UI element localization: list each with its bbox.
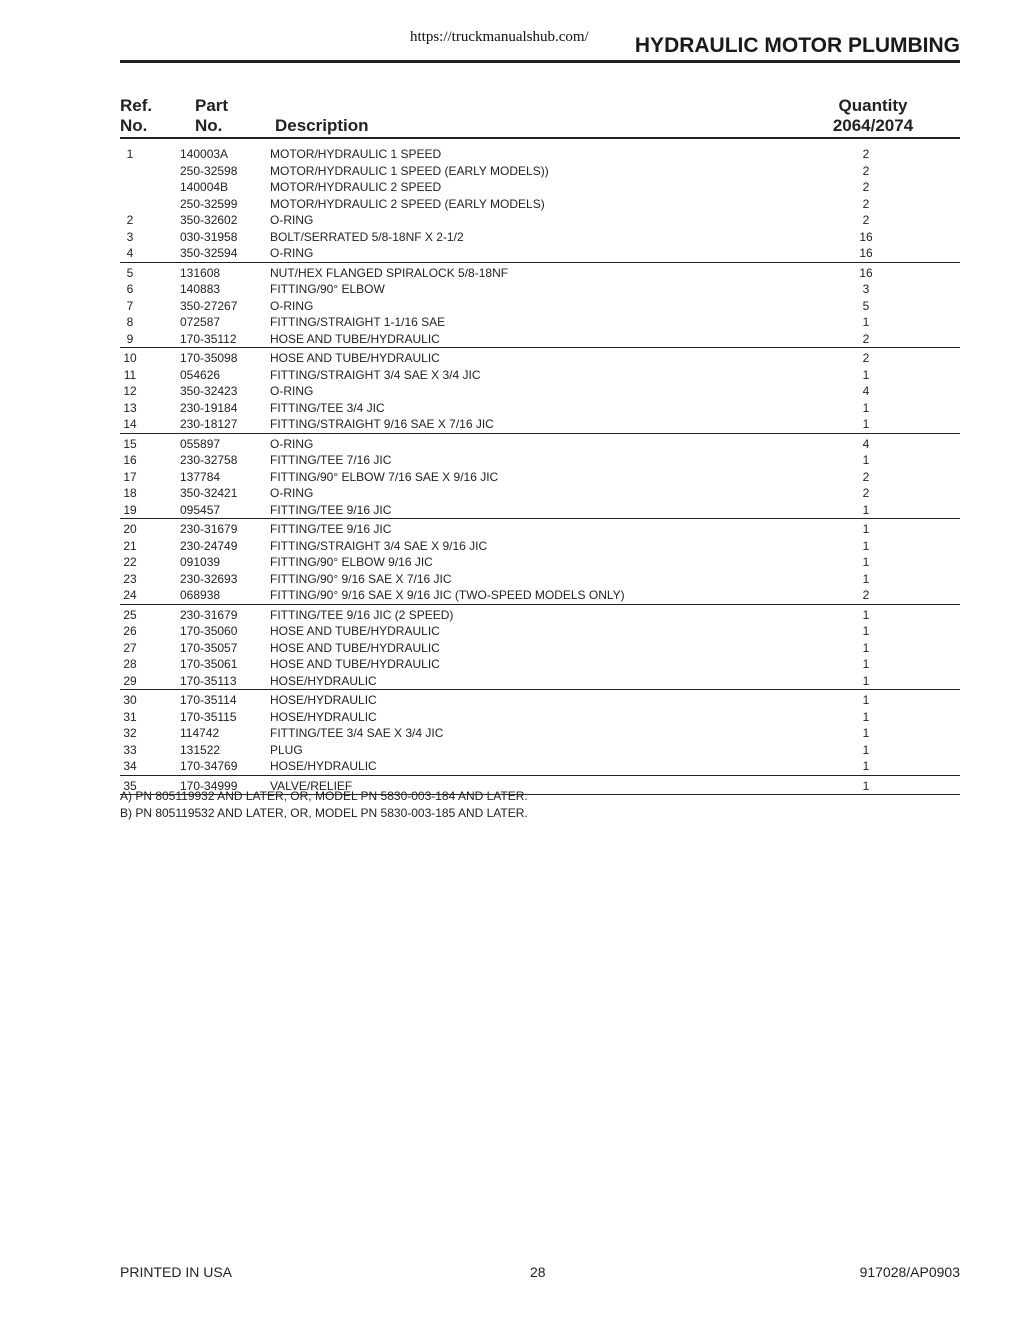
table-row bbox=[120, 196, 960, 213]
ref-cell: 6 bbox=[126, 282, 134, 296]
column-header-ref-line2: No. bbox=[120, 116, 148, 135]
description-cell: FITTING/TEE 3/4 SAE X 3/4 JIC bbox=[270, 726, 444, 740]
table-row bbox=[120, 521, 960, 538]
table-row bbox=[120, 623, 960, 640]
column-header-quantity-line2: 2064/2074 bbox=[832, 116, 914, 135]
column-header-part-line2: No. bbox=[195, 116, 223, 135]
quantity-cell: 1 bbox=[862, 640, 870, 655]
table-row bbox=[120, 673, 960, 691]
description-cell: HOSE AND TUBE/HYDRAULIC bbox=[270, 624, 440, 638]
table-row bbox=[120, 452, 960, 469]
ref-cell: 9 bbox=[126, 331, 134, 346]
part-number-cell: 170-35098 bbox=[180, 351, 238, 365]
ref-cell: 3 bbox=[126, 229, 134, 244]
quantity-cell: 1 bbox=[862, 367, 870, 382]
table-row bbox=[120, 571, 960, 588]
quantity-cell: 16 bbox=[859, 229, 873, 244]
quantity-cell: 2 bbox=[862, 486, 870, 500]
description-cell: MOTOR/HYDRAULIC 2 SPEED bbox=[270, 180, 442, 194]
description-cell: HOSE AND TUBE/HYDRAULIC bbox=[270, 657, 440, 671]
description-cell: MOTOR/HYDRAULIC 2 SPEED (EARLY MODELS) bbox=[270, 196, 545, 211]
description-cell: O-RING bbox=[270, 384, 314, 398]
quantity-cell: 1 bbox=[862, 693, 870, 707]
table-row bbox=[120, 212, 960, 229]
description-cell: MOTOR/HYDRAULIC 1 SPEED bbox=[270, 147, 442, 161]
table-row bbox=[120, 725, 960, 742]
description-cell: HOSE AND TUBE/HYDRAULIC bbox=[270, 351, 440, 365]
part-number-cell: 170-35115 bbox=[180, 709, 237, 724]
ref-cell: 27 bbox=[123, 640, 137, 655]
table-row bbox=[120, 163, 960, 180]
part-number-cell: 230-31679 bbox=[180, 522, 238, 536]
table-row bbox=[120, 607, 960, 624]
ref-cell: 23 bbox=[123, 571, 137, 586]
table-row bbox=[120, 265, 960, 282]
part-number-cell: 230-24749 bbox=[180, 538, 238, 553]
quantity-cell: 2 bbox=[862, 180, 870, 194]
part-number-cell: 170-35112 bbox=[180, 331, 237, 346]
ref-cell: 5 bbox=[126, 265, 134, 280]
table-row bbox=[120, 179, 960, 196]
part-number-cell: 170-34999 bbox=[180, 778, 238, 793]
description-cell: O-RING bbox=[270, 436, 314, 451]
quantity-cell: 4 bbox=[862, 436, 870, 451]
quantity-cell: 1 bbox=[862, 709, 870, 724]
quantity-cell: 16 bbox=[859, 265, 873, 280]
ref-cell: 18 bbox=[123, 486, 137, 500]
table-row bbox=[120, 502, 960, 520]
description-cell: BOLT/SERRATED 5/8-18NF X 2-1/2 bbox=[270, 229, 464, 244]
ref-cell: 35 bbox=[123, 778, 137, 793]
footnotes bbox=[120, 788, 528, 822]
part-number-cell: 250-32598 bbox=[180, 163, 238, 178]
quantity-cell: 2 bbox=[862, 331, 870, 346]
table-row bbox=[120, 245, 960, 263]
part-number-cell: 250-32599 bbox=[180, 196, 238, 211]
quantity-cell: 1 bbox=[862, 726, 870, 740]
ref-cell: 29 bbox=[123, 673, 137, 688]
column-header-ref-line1: Ref. bbox=[120, 96, 153, 115]
ref-cell: 14 bbox=[123, 417, 137, 431]
description-cell: FITTING/TEE 9/16 JIC bbox=[270, 522, 392, 536]
table-row bbox=[120, 587, 960, 605]
part-number-cell: 131522 bbox=[180, 742, 221, 757]
part-number-cell: 114742 bbox=[180, 726, 220, 740]
description-cell: FITTING/TEE 9/16 JIC bbox=[270, 502, 392, 517]
description-cell: HOSE/HYDRAULIC bbox=[270, 693, 377, 707]
part-number-cell: 068938 bbox=[180, 588, 221, 602]
table-row bbox=[120, 314, 960, 331]
part-number-cell: 170-35113 bbox=[180, 673, 237, 688]
footnote-a: A) PN 805119932 AND LATER, OR, MODEL PN 5830-003-184 AND LATER. bbox=[120, 789, 528, 803]
part-number-cell: 350-32423 bbox=[180, 384, 238, 398]
description-cell: FITTING/STRAIGHT 1-1/16 SAE bbox=[270, 315, 446, 329]
ref-cell: 19 bbox=[123, 502, 137, 517]
ref-cell: 17 bbox=[123, 469, 137, 484]
part-number-cell: 140004B bbox=[180, 180, 229, 194]
part-number-cell: 230-32693 bbox=[180, 571, 238, 586]
ref-cell: 2 bbox=[126, 213, 134, 227]
part-number-cell: 140883 bbox=[180, 282, 221, 296]
quantity-cell: 1 bbox=[862, 315, 870, 329]
column-header-quantity-line1: Quantity bbox=[838, 96, 908, 115]
footnote-b: B) PN 805119532 AND LATER, OR, MODEL PN 5830-003-185 AND LATER. bbox=[120, 806, 528, 820]
ref-cell: 15 bbox=[123, 436, 137, 451]
table-row bbox=[120, 229, 960, 246]
quantity-cell: 2 bbox=[862, 469, 870, 484]
table-row bbox=[120, 331, 960, 349]
table-row bbox=[120, 554, 960, 571]
table-row bbox=[120, 485, 960, 502]
quantity-cell: 1 bbox=[862, 607, 870, 622]
ref-cell: 16 bbox=[123, 453, 137, 467]
footer-printed: PRINTED IN USA bbox=[120, 1264, 233, 1280]
part-number-cell: 140003A bbox=[180, 147, 229, 161]
table-row bbox=[120, 742, 960, 759]
ref-cell: 31 bbox=[123, 709, 137, 724]
quantity-cell: 1 bbox=[862, 453, 870, 467]
part-number-cell: 170-35114 bbox=[180, 693, 237, 707]
part-number-cell: 350-32421 bbox=[180, 486, 238, 500]
quantity-cell: 1 bbox=[862, 417, 870, 431]
part-number-cell: 170-35060 bbox=[180, 624, 238, 638]
ref-cell: 26 bbox=[123, 624, 137, 638]
footer-page-number: 28 bbox=[530, 1264, 546, 1280]
description-cell: O-RING bbox=[270, 246, 314, 260]
header-divider bbox=[120, 137, 960, 139]
quantity-cell: 3 bbox=[862, 282, 870, 296]
quantity-cell: 1 bbox=[862, 624, 870, 638]
description-cell: FITTING/STRAIGHT 3/4 SAE X 3/4 JIC bbox=[270, 367, 481, 382]
description-cell: FITTING/STRAIGHT 3/4 SAE X 9/16 JIC bbox=[270, 538, 488, 553]
quantity-cell: 1 bbox=[862, 742, 870, 757]
description-cell: NUT/HEX FLANGED SPIRALOCK 5/8-18NF bbox=[270, 265, 509, 280]
description-cell: FITTING/STRAIGHT 9/16 SAE X 7/16 JIC bbox=[270, 417, 494, 431]
ref-cell: 33 bbox=[123, 742, 137, 757]
description-cell: FITTING/90° ELBOW bbox=[270, 282, 385, 296]
description-cell: FITTING/TEE 3/4 JIC bbox=[270, 400, 385, 415]
part-number-cell: 030-31958 bbox=[180, 229, 238, 244]
description-cell: MOTOR/HYDRAULIC 1 SPEED (EARLY MODELS)) bbox=[270, 163, 549, 178]
quantity-cell: 2 bbox=[862, 351, 870, 365]
table-row bbox=[120, 400, 960, 417]
quantity-cell: 1 bbox=[862, 759, 870, 773]
part-number-cell: 137784 bbox=[180, 469, 221, 484]
quantity-cell: 2 bbox=[862, 588, 870, 602]
quantity-cell: 1 bbox=[862, 502, 870, 517]
quantity-cell: 4 bbox=[862, 384, 870, 398]
table-row bbox=[120, 709, 960, 726]
part-number-cell: 230-31679 bbox=[180, 607, 238, 622]
description-cell: O-RING bbox=[270, 298, 314, 313]
ref-cell: 21 bbox=[123, 538, 137, 553]
ref-cell: 11 bbox=[123, 367, 137, 382]
part-number-cell: 230-32758 bbox=[180, 453, 238, 467]
table-row bbox=[120, 656, 960, 673]
part-number-cell: 170-35057 bbox=[180, 640, 238, 655]
quantity-cell: 1 bbox=[862, 673, 870, 688]
ref-cell: 8 bbox=[126, 315, 134, 329]
table-row bbox=[120, 640, 960, 657]
ref-cell: 32 bbox=[123, 726, 137, 740]
ref-cell: 34 bbox=[123, 759, 137, 773]
ref-cell: 1 bbox=[126, 147, 134, 161]
quantity-cell: 1 bbox=[862, 538, 870, 553]
quantity-cell: 1 bbox=[862, 400, 870, 415]
description-cell: FITTING/90° ELBOW 7/16 SAE X 9/16 JIC bbox=[270, 469, 499, 484]
part-number-cell: 091039 bbox=[180, 555, 221, 569]
quantity-cell: 1 bbox=[862, 571, 870, 586]
ref-cell: 28 bbox=[123, 657, 137, 671]
quantity-cell: 1 bbox=[862, 778, 870, 793]
table-row bbox=[120, 298, 960, 315]
description-cell: VALVE/RELIEF bbox=[270, 778, 353, 793]
quantity-cell: 1 bbox=[862, 657, 870, 671]
quantity-cell: 2 bbox=[862, 213, 870, 227]
description-cell: FITTING/90° 9/16 SAE X 7/16 JIC bbox=[270, 571, 452, 586]
part-number-cell: 350-32602 bbox=[180, 213, 238, 227]
description-cell: HOSE/HYDRAULIC bbox=[270, 709, 377, 724]
description-cell: PLUG bbox=[270, 742, 303, 757]
part-number-cell: 230-19184 bbox=[180, 400, 238, 415]
part-number-cell: 230-18127 bbox=[180, 417, 238, 431]
ref-cell: 10 bbox=[123, 351, 137, 365]
part-number-cell: 350-32594 bbox=[180, 246, 238, 260]
ref-cell: 12 bbox=[123, 384, 137, 398]
part-number-cell: 055897 bbox=[180, 436, 221, 451]
table-row bbox=[120, 416, 960, 434]
ref-cell: 4 bbox=[126, 246, 134, 260]
part-number-cell: 170-34769 bbox=[180, 759, 238, 773]
ref-cell: 25 bbox=[123, 607, 137, 622]
column-header-ref bbox=[120, 96, 152, 136]
part-number-cell: 350-27267 bbox=[180, 298, 238, 313]
part-number-cell: 072587 bbox=[180, 315, 221, 329]
description-cell: HOSE/HYDRAULIC bbox=[270, 759, 377, 773]
quantity-cell: 1 bbox=[862, 522, 870, 536]
table-row bbox=[120, 383, 960, 400]
description-cell: FITTING/90° 9/16 SAE X 9/16 JIC (TWO-SPEED MODELS ONLY) bbox=[270, 588, 625, 602]
ref-cell: 30 bbox=[123, 693, 137, 707]
table-row bbox=[120, 281, 960, 298]
quantity-cell: 2 bbox=[862, 147, 870, 161]
table-row bbox=[120, 436, 960, 453]
ref-cell: 20 bbox=[123, 522, 137, 536]
table-row bbox=[120, 367, 960, 384]
ref-cell: 7 bbox=[126, 298, 134, 313]
column-header-quantity bbox=[829, 96, 917, 136]
footer-doc-number: 917028/AP0903 bbox=[859, 1264, 960, 1280]
parts-table bbox=[120, 146, 960, 797]
description-cell: FITTING/TEE 7/16 JIC bbox=[270, 453, 392, 467]
page-title: HYDRAULIC MOTOR PLUMBING bbox=[634, 34, 960, 57]
description-cell: O-RING bbox=[270, 213, 314, 227]
column-header-part bbox=[195, 96, 228, 136]
table-row bbox=[120, 146, 960, 163]
table-row bbox=[120, 692, 960, 709]
source-url[interactable]: https://truckmanualshub.com/ bbox=[410, 29, 589, 45]
title-divider bbox=[120, 60, 960, 63]
column-header-description: Description bbox=[275, 116, 369, 135]
description-cell: FITTING/TEE 9/16 JIC (2 SPEED) bbox=[270, 607, 454, 622]
part-number-cell: 170-35061 bbox=[180, 657, 238, 671]
quantity-cell: 16 bbox=[859, 246, 873, 260]
quantity-cell: 2 bbox=[862, 163, 870, 178]
table-row bbox=[120, 758, 960, 776]
description-cell: FITTING/90° ELBOW 9/16 JIC bbox=[270, 555, 433, 569]
ref-cell: 22 bbox=[123, 555, 137, 569]
quantity-cell: 2 bbox=[862, 196, 870, 211]
quantity-cell: 1 bbox=[862, 555, 870, 569]
ref-cell: 13 bbox=[123, 400, 137, 415]
table-row bbox=[120, 538, 960, 555]
part-number-cell: 131608 bbox=[180, 265, 221, 280]
ref-cell: 24 bbox=[123, 588, 137, 602]
column-header-part-line1: Part bbox=[195, 96, 229, 115]
description-cell: HOSE/HYDRAULIC bbox=[270, 673, 377, 688]
description-cell: O-RING bbox=[270, 486, 314, 500]
description-cell: HOSE AND TUBE/HYDRAULIC bbox=[270, 640, 440, 655]
part-number-cell: 054626 bbox=[180, 367, 221, 382]
table-row bbox=[120, 350, 960, 367]
quantity-cell: 5 bbox=[862, 298, 870, 313]
description-cell: HOSE AND TUBE/HYDRAULIC bbox=[270, 331, 440, 346]
table-row bbox=[120, 469, 960, 486]
part-number-cell: 095457 bbox=[180, 502, 221, 517]
